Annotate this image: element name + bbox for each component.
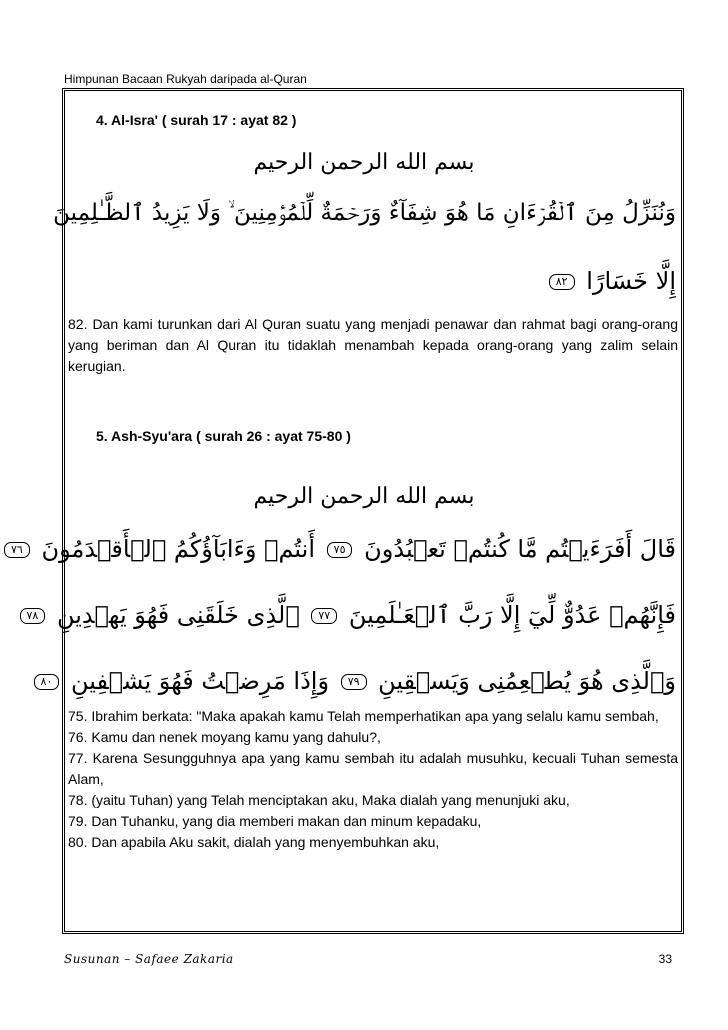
translation-item: 78. (yaitu Tuhan) yang Telah menciptakan aku, Maka dialah yang menunjuki aku, <box>68 792 570 808</box>
arabic-verse-text: أَنتُمۡ وَءَابَآؤُكُمُ ٱلۡأَقۡدَمُونَ <box>41 535 316 563</box>
ayah-number-marker: ٧٥ <box>327 542 353 558</box>
arabic-verse-line <box>26 598 676 632</box>
ayah-number-marker: ٧٧ <box>311 608 337 624</box>
page-number: 33 <box>658 952 672 966</box>
translation-list <box>68 706 678 853</box>
arabic-verse-line <box>11 532 676 566</box>
running-header: Himpunan Bacaan Rukyah daripada al-Quran <box>64 72 307 86</box>
ayah-number-marker: ٨٢ <box>549 274 575 290</box>
translation-item: 79. Dan Tuhanku, yang dia memberi makan dan minum kepadaku, <box>68 813 482 829</box>
section-heading-ash-syuara: 5. Ash-Syu'ara ( surah 26 : ayat 75-80 ) <box>96 428 351 444</box>
arabic-verse-line <box>70 264 676 298</box>
section-heading-al-isra: 4. Al-Isra' ( surah 17 : ayat 82 ) <box>96 112 297 128</box>
arabic-verse-text: وَإِذَا مَرِضۡتُ فَهُوَ يَشۡفِينِ <box>71 667 330 695</box>
ayah-number-marker: ٨٠ <box>34 674 60 690</box>
arabic-verse-line: وَنُنَزِّلُ مِنَ ٱلۡقُرۡءَانِ مَا هُوَ شِفَآءٌ وَرَحۡمَةٌ لِّلۡمُؤۡمِنِينَ ۙ وَلَا يَزِيدُ ٱلظَّـٰلِمِينَ <box>53 200 676 226</box>
translation-text: 82. Dan kami turunkan dari Al Quran suatu yang menjadi penawar dan rahmat bagi orang-orang yang beriman dan Al Quran itu tidaklah menambah kepada orang-orang yang zalim selain kerugian. <box>68 316 678 374</box>
translation-item: 77. Karena Sesungguhnya apa yang kamu sembah itu adalah musuhku, kecuali Tuhan semesta Alam, <box>68 750 678 787</box>
translation-item: 80. Dan apabila Aku sakit, dialah yang menyembuhkan aku, <box>68 834 440 850</box>
basmala: بسم الله الرحمن الرحيم <box>253 150 475 175</box>
translation-paragraph <box>68 314 678 377</box>
arabic-verse-line <box>40 664 676 698</box>
arabic-verse-text: إِلَّا خَسَارًا <box>586 267 676 295</box>
ayah-number-marker: ٧٨ <box>20 608 46 624</box>
basmala: بسم الله الرحمن الرحيم <box>253 484 475 509</box>
arabic-verse-text: فَإِنَّهُمۡ عَدُوٌّ لِّيٓ إِلَّا رَبَّ ٱلۡعَـٰلَمِينَ <box>348 601 676 629</box>
arabic-verse-text: وَٱلَّذِى هُوَ يُطۡعِمُنِى وَيَسۡقِينِ <box>378 667 676 695</box>
arabic-verse-text: قَالَ أَفَرَءَيۡتُم مَّا كُنتُمۡ تَعۡبُدُونَ <box>364 535 676 563</box>
ayah-number-marker: ٧٦ <box>4 542 30 558</box>
translation-item: 75. Ibrahim berkata: "Maka apakah kamu Telah memperhatikan apa yang selalu kamu sembah, <box>68 708 659 724</box>
arabic-verse-text: ٱلَّذِى خَلَقَنِى فَهُوَ يَهۡدِينِ <box>56 601 300 629</box>
ayah-number-marker: ٧٩ <box>341 674 367 690</box>
footer-author: Susunan – Safaee Zakaria <box>64 952 234 966</box>
translation-item: 76. Kamu dan nenek moyang kamu yang dahulu?, <box>68 729 381 745</box>
